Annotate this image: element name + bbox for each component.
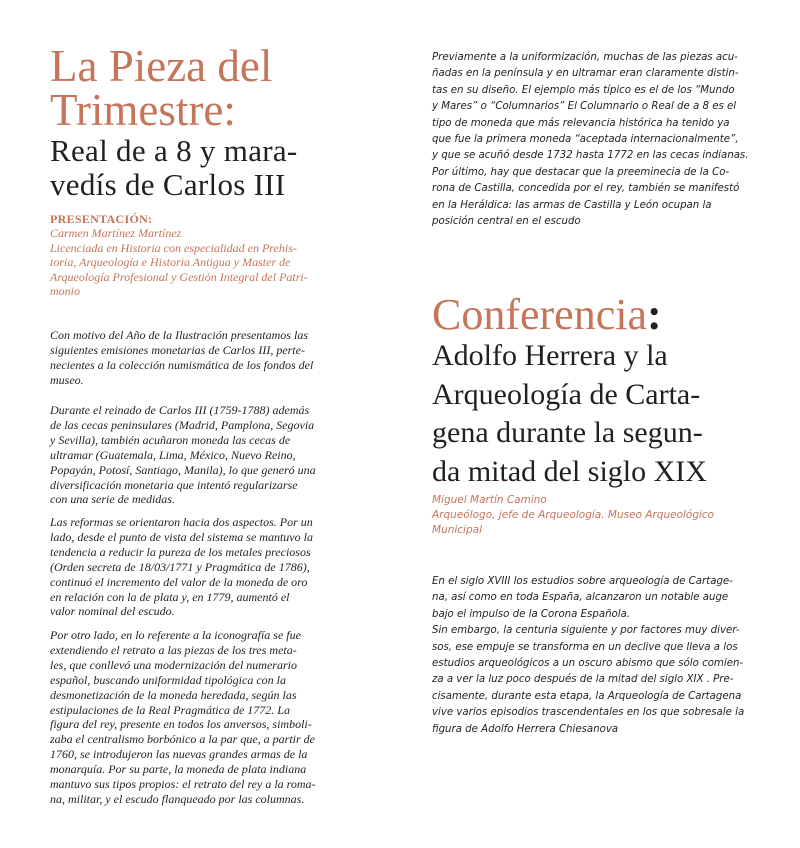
uniformization-paragraph-line: ñadas en la península y en ultramar eran claramente distin-: [432, 68, 739, 80]
iconography-paragraph-line: español, buscando uniformidad tipológica con la: [50, 672, 286, 687]
iconography-paragraph-line: mantuvo sus tipos propios: el retrato del rey a la roma-: [50, 777, 316, 792]
uniformization-paragraph: [432, 50, 772, 230]
conference-title-colon: :: [647, 290, 662, 339]
intro-paragraph-line: siguientes emisiones monetarias de Carlos III, perte-: [50, 342, 305, 357]
uniformization-paragraph-line: y que se acuñó desde 1732 hasta 1772 en las cecas indianas.: [432, 150, 749, 162]
conference-subtitle: [432, 337, 777, 491]
speaker-info-line: Municipal: [432, 524, 482, 536]
archaeology-paragraph-line: bajo el impulso de la Corona Española.: [432, 608, 631, 620]
reforms-paragraph-line: Las reformas se orientaron hacia dos aspectos. Por un: [50, 515, 313, 529]
archaeology-paragraph-line: estudios arqueológicos a un oscuro abismo que sólo comien-: [432, 658, 744, 670]
iconography-paragraph-line: estipulaciones de la Real Pragmática de 1772. La: [50, 702, 290, 717]
archaeology-paragraph-line: Sin embargo, la centuria siguiente y por factores muy diver-: [432, 625, 740, 637]
iconography-paragraph: [50, 628, 350, 807]
uniformization-paragraph-line: posición central en el escudo: [432, 216, 581, 228]
page-title-line-2: Trimestre:: [50, 85, 236, 135]
uniformization-paragraph-line: Por último, hay que destacar que la preeminecia de la Co-: [432, 166, 730, 178]
conference-title: [432, 290, 662, 340]
conference-subtitle-line: gena durante la segun-: [432, 416, 703, 449]
reign-paragraph-line: ultramar (Guatemala, Lima, México, Nuevo Reino,: [50, 447, 296, 462]
iconography-paragraph-line: les, que conllevó una modernización del numerario: [50, 657, 297, 672]
page-title: [50, 41, 370, 135]
uniformization-paragraph-line: rona de Castilla, concedida por el rey, también se manifestó: [432, 183, 740, 195]
reforms-paragraph-line: valor nominal del escudo.: [50, 604, 175, 619]
iconography-paragraph-line: 1760, se introdujeron las nuevas grandes armas de la: [50, 747, 308, 762]
iconography-paragraph-line: monarquía. Por su parte, la moneda de plata indiana: [50, 762, 307, 777]
iconography-paragraph-line: desmonetización de la moneda heredada, según las: [50, 687, 297, 702]
reforms-paragraph-line: en relación con la de plata y, en 1779, aumentó el: [50, 589, 290, 604]
presentation-label: PRESENTACIÓN:: [50, 212, 153, 226]
iconography-paragraph-line: na, militar, y el escudo flanqueado por las columnas.: [50, 791, 305, 806]
reign-paragraph: [50, 403, 350, 507]
reforms-paragraph-line: (Orden secreta de 18/03/1771 y Pragmática de 1786),: [50, 559, 310, 574]
page-title-line-1: La Pieza del: [50, 41, 273, 91]
reforms-paragraph-line: tendencia a reducir la pureza de los metales preciosos: [50, 544, 311, 559]
presenter-info: [50, 226, 350, 299]
archaeology-paragraph-line: vive varios episodios trascendentales en los que sobresale la: [432, 707, 745, 719]
uniformization-paragraph-line: en la Heráldica: las armas de Castilla y León ocupan la: [432, 199, 712, 211]
reign-paragraph-line: diversificación monetaria que intentó regularizarse: [50, 477, 298, 492]
reign-paragraph-line: de las cecas peninsulares (Madrid, Pamplona, Segovia: [50, 417, 315, 432]
intro-paragraph: [50, 328, 350, 388]
uniformization-paragraph-line: tipo de moneda que más relevancia histórica ha tenido ya: [432, 117, 730, 129]
archaeology-paragraph-line: sos, ese empuje se transforma en un declive que lleva a los: [432, 641, 738, 653]
archaeology-paragraph-line: na, así como en toda España, alcanzaron un notable auge: [432, 592, 729, 604]
iconography-paragraph-line: Por otro lado, en lo referente a la iconografía se fue: [50, 628, 301, 642]
uniformization-paragraph-line: tas en su diseño. El ejemplo más típico es el de los “Mundo: [432, 84, 735, 96]
presenter-info-line: monio: [50, 284, 80, 298]
intro-paragraph-line: museo.: [50, 372, 84, 387]
archaeology-paragraph-line: za a ver la luz poco después de la mitad del siglo XIX . Pre-: [432, 674, 734, 686]
reforms-paragraph-line: lado, desde el punto de vista del sistema se mantuvo la: [50, 529, 313, 544]
page-subtitle-line-1: Real de a 8 y mara-: [50, 133, 298, 168]
conference-subtitle-line: Arqueología de Carta-: [432, 377, 701, 411]
page-subtitle-line-2: vedís de Carlos III: [50, 167, 286, 202]
speaker-info: [432, 493, 772, 538]
speaker-info-line: Miguel Martín Camino: [432, 494, 547, 506]
conference-subtitle-line: Adolfo Herrera y la: [432, 339, 668, 372]
reign-paragraph-line: y Sevilla), también acuñaron moneda las cecas de: [50, 432, 291, 447]
iconography-paragraph-line: zaba el centralismo borbónico a la par que, a partir de: [50, 732, 315, 747]
intro-paragraph-line: Con motivo del Año de la Ilustración presentamos las: [50, 328, 308, 342]
presenter-info-line: Arqueología Profesional y Gestión Integral del Patri-: [50, 269, 308, 284]
reforms-paragraph-line: continuó el incremento del valor de la moneda de oro: [50, 574, 308, 589]
speaker-info-line: Arqueólogo, jefe de Arqueología. Museo Arqueológico: [432, 509, 715, 521]
reign-paragraph-line: Popayán, Potosí, Santiago, Manila), lo que generó una: [50, 462, 316, 477]
reign-paragraph-line: con una serie de medidas.: [50, 492, 175, 507]
intro-paragraph-line: necientes a la colección numismática de los fondos del: [50, 357, 314, 372]
page-subtitle: [50, 134, 350, 202]
presenter-info-line: Licenciada en Historia con especialidad en Prehis-: [50, 240, 297, 255]
uniformization-paragraph-line: y Mares” o “Columnarios” El Columnario o Real de a 8 es el: [432, 101, 737, 113]
reforms-paragraph: [50, 515, 350, 619]
conference-title-word: Conferencia: [432, 290, 647, 339]
presenter-info-line: toria, Arqueología e Historia Antigua y Master de: [50, 255, 291, 269]
archaeology-paragraph: [432, 574, 772, 738]
uniformization-paragraph-line: que fue la primera moneda “aceptada internacionalmente”,: [432, 134, 739, 146]
iconography-paragraph-line: figura del rey, presente en todos los anversos, simboli-: [50, 717, 312, 732]
reign-paragraph-line: Durante el reinado de Carlos III (1759-1788) además: [50, 403, 310, 417]
iconography-paragraph-line: extendiendo el retrato a las piezas de los tres meta-: [50, 642, 297, 657]
presenter-info-line: Carmen Martínez Martínez: [50, 226, 182, 240]
conference-subtitle-line: da mitad del siglo XIX: [432, 454, 707, 488]
uniformization-paragraph-line: Previamente a la uniformización, muchas de las piezas acu-: [432, 52, 738, 63]
archaeology-paragraph-line: cisamente, durante esta etapa, la Arqueología de Cartagena: [432, 690, 742, 702]
archaeology-paragraph-line: En el siglo XVIII los estudios sobre arqueología de Cartage-: [432, 576, 733, 587]
archaeology-paragraph-line: figura de Adolfo Herrera Chiesanova: [432, 723, 619, 735]
